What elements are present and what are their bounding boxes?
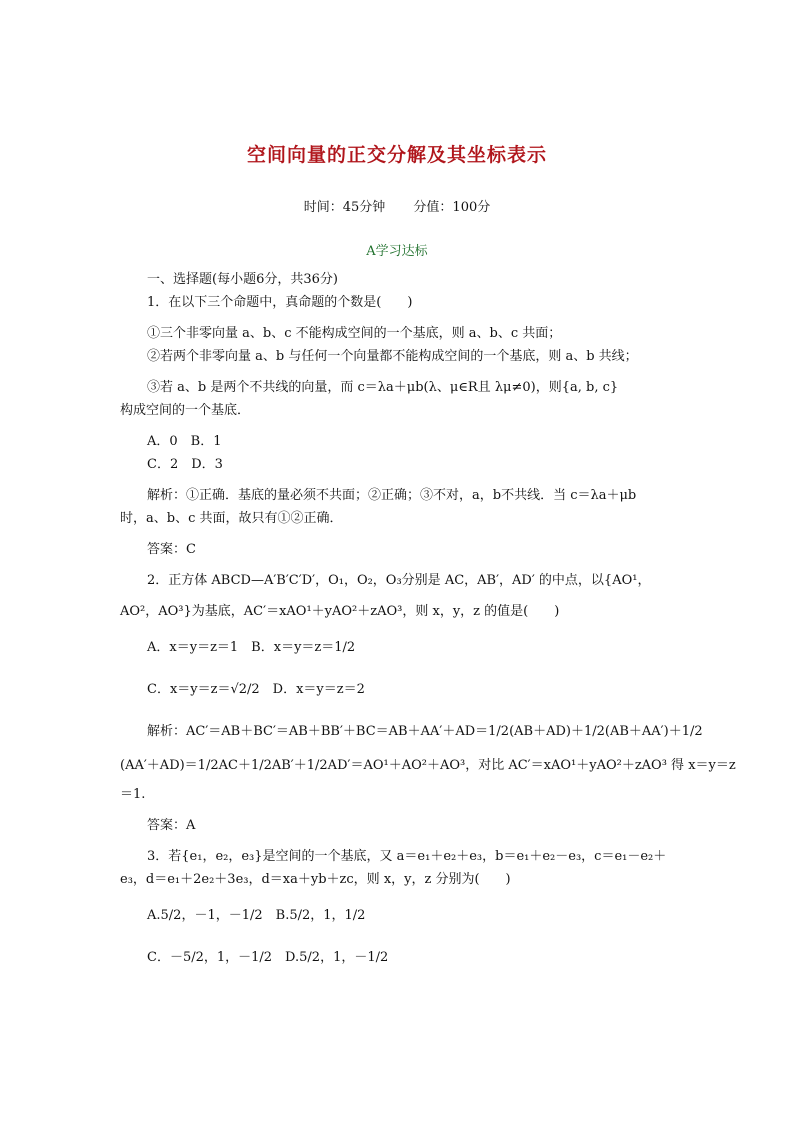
- q2-stem-1: 2．正方体 ABCD—A′B′C′D′，O₁，O₂，O₃分别是 AC，AB′，AD′ 的中点，以{AO¹，: [147, 573, 651, 588]
- section-heading: A学习达标: [366, 244, 428, 259]
- q2-analysis-1: 解析：AC′＝AB＋BC′＝AB＋BB′＋BC＝AB＋AA′＋AD＝1/2(AB＋AD)＋1/2(AB＋AA′)＋1/2: [147, 724, 703, 739]
- page-title: 空间向量的正交分解及其坐标表示: [246, 144, 547, 166]
- q1-analysis-1: 解析：①正确．基底的量必须不共面；②正确；③不对，a，b不共线．当 c＝λa＋μb: [147, 488, 637, 503]
- q1-answer: 答案：C: [147, 542, 196, 557]
- q1-statement-3: ③若 a、b 是两个不共线的向量，而 c＝λa＋μb(λ、μ∈R且 λμ≠0)，则{a, b, c}: [147, 380, 619, 395]
- questions: [120, 268, 736, 975]
- q2-analysis-2: (AA′＋AD)＝1/2AC＋1/2AB′＋1/2AD′＝AO¹＋AO²＋AO³，对比 AC′＝xAO¹＋yAO²＋zAO³ 得 x＝y＝z: [120, 758, 736, 773]
- q3-stem-2: e₃，d＝e₁＋2e₂＋3e₃，d＝xa＋yb＋zc，则 x，y，z 分别为( ): [120, 872, 511, 887]
- q1-analysis-2: 时，a、b、c 共面，故只有①②正确．: [120, 511, 343, 526]
- part-heading: 一、选择题(每小题6分，共36分): [147, 272, 338, 287]
- q2-options-ab: A．x＝y＝z＝1 B．x＝y＝z＝1/2: [147, 640, 356, 655]
- q1-statement-1: ①三个非零向量 a、b、c 不能构成空间的一个基底，则 a、b、c 共面；: [147, 326, 562, 341]
- q3-stem-1: 3．若{e₁，e₂，e₃}是空间的一个基底，又 a＝e₁＋e₂＋e₃，b＝e₁＋e₂－e₃，c＝e₁－e₂＋: [147, 849, 667, 864]
- total-score: 分值：100分: [413, 200, 491, 215]
- q3-options-cd: C．－5/2，1，－1/2 D.5/2，1，－1/2: [147, 950, 389, 965]
- q1-statement-2: ②若两个非零向量 a、b 与任何一个向量都不能构成空间的一个基底，则 a、b 共线；: [147, 349, 638, 364]
- q1-options-ab: A．0 B．1: [147, 434, 222, 449]
- q1-stem: 1．在以下三个命题中，真命题的个数是( ): [147, 295, 413, 310]
- time-limit: 时间：45分钟: [303, 200, 386, 215]
- q3-options-ab: A.5/2，－1，－1/2 B.5/2，1，1/2: [147, 908, 366, 923]
- exam-meta: [0, 196, 794, 215]
- q1-statement-3-cont: 构成空间的一个基底．: [120, 403, 251, 418]
- q1-options-cd: C．2 D．3: [147, 457, 223, 472]
- q2-stem-2: AO²，AO³}为基底，AC′＝xAO¹＋yAO²＋zAO³，则 x，y，z 的值是( ): [120, 604, 560, 619]
- q2-options-cd: C．x＝y＝z＝√2/2 D．x＝y＝z＝2: [147, 682, 365, 697]
- q2-analysis-3: ＝1.: [120, 787, 146, 802]
- q2-answer: 答案：A: [147, 818, 196, 833]
